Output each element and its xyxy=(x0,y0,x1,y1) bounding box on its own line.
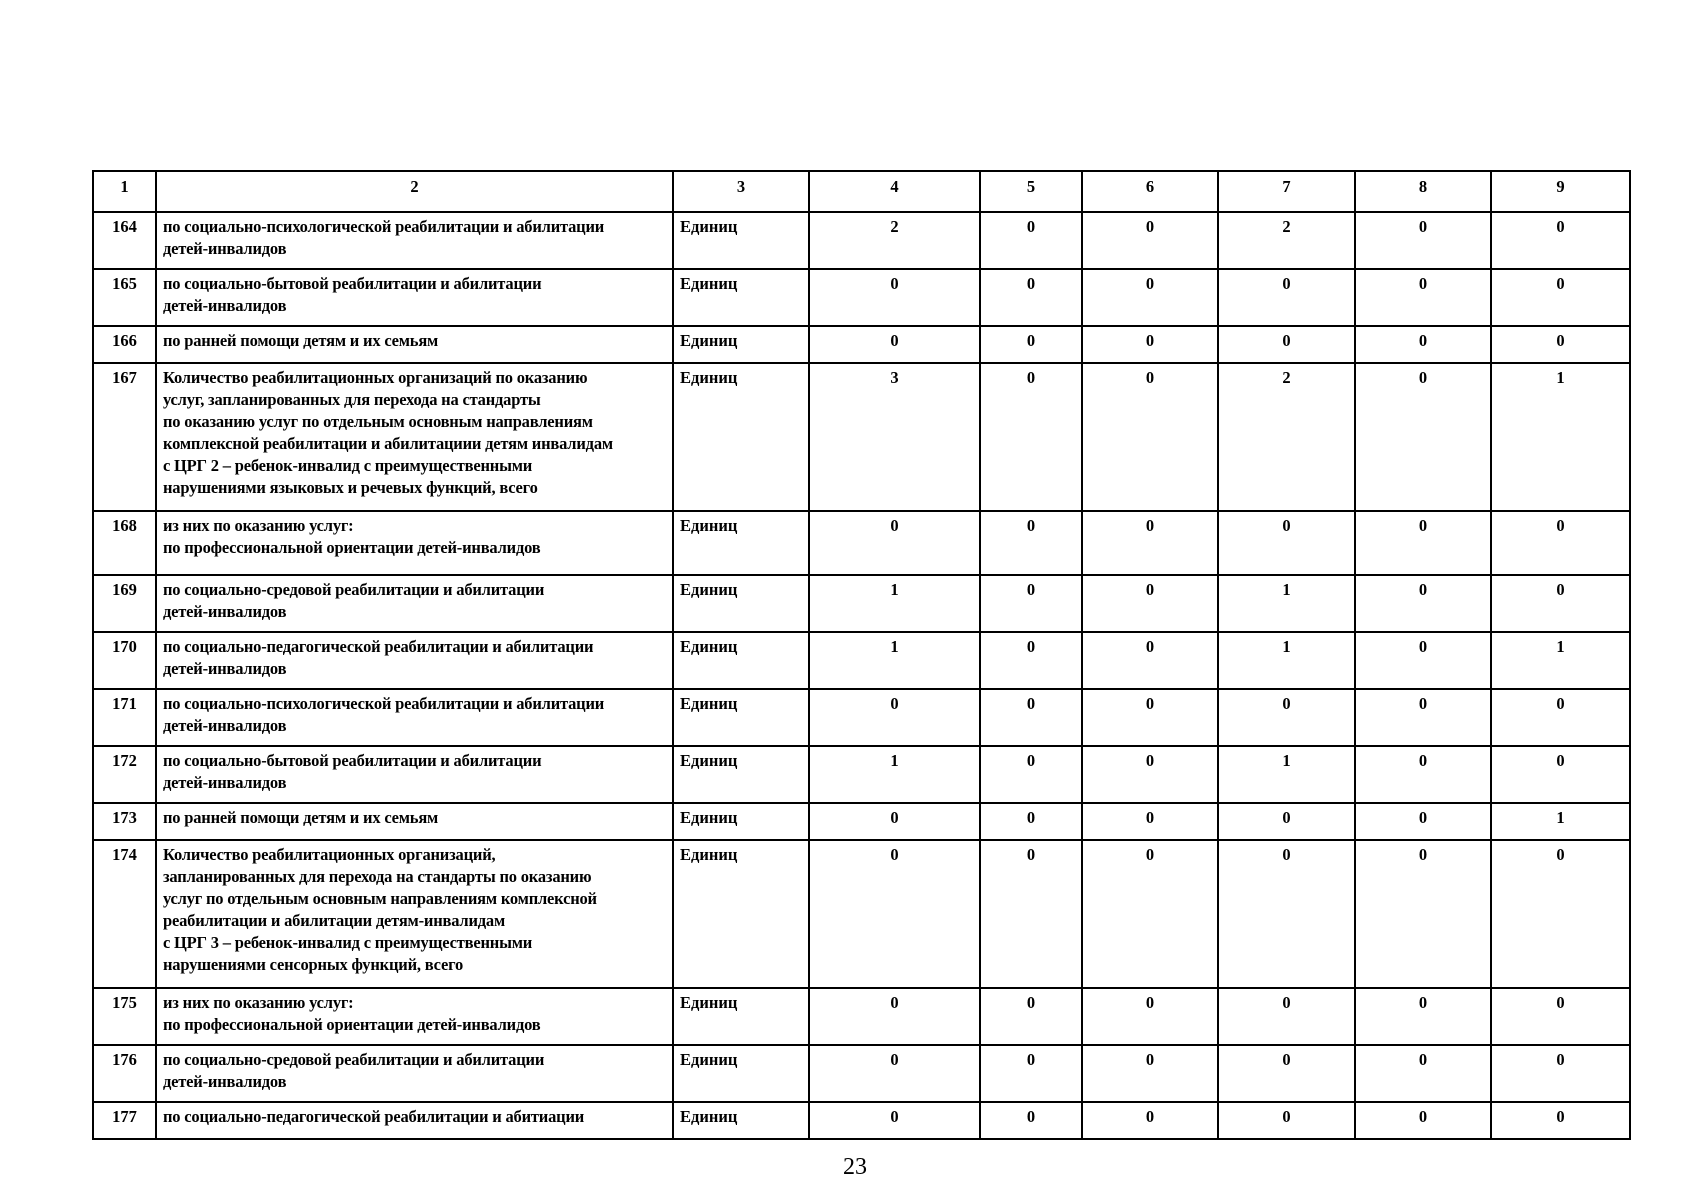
row-number: 168 xyxy=(93,511,156,575)
row-value-col-9: 0 xyxy=(1491,269,1630,326)
row-value-col-7: 0 xyxy=(1218,1102,1355,1139)
row-value-col-4: 1 xyxy=(809,575,980,632)
row-number: 177 xyxy=(93,1102,156,1139)
row-unit: Единиц xyxy=(673,269,809,326)
row-value-col-5: 0 xyxy=(980,840,1082,988)
row-number: 165 xyxy=(93,269,156,326)
row-value-col-9: 1 xyxy=(1491,363,1630,511)
row-value-col-8: 0 xyxy=(1355,689,1491,746)
row-value-col-8: 0 xyxy=(1355,1102,1491,1139)
row-value-col-7: 0 xyxy=(1218,269,1355,326)
row-unit: Единиц xyxy=(673,689,809,746)
row-description: по социально-средовой реабилитации и абилитации детей-инвалидов xyxy=(156,1045,673,1102)
row-value-col-4: 0 xyxy=(809,988,980,1045)
row-value-col-4: 0 xyxy=(809,326,980,363)
row-unit: Единиц xyxy=(673,746,809,803)
row-value-col-6: 0 xyxy=(1082,363,1218,511)
header-cell-4: 4 xyxy=(809,171,980,212)
row-description: по социально-психологической реабилитации и абилитации детей-инвалидов xyxy=(156,212,673,269)
row-number: 169 xyxy=(93,575,156,632)
row-number: 164 xyxy=(93,212,156,269)
row-value-col-4: 3 xyxy=(809,363,980,511)
row-value-col-7: 0 xyxy=(1218,326,1355,363)
row-unit: Единиц xyxy=(673,840,809,988)
row-number: 166 xyxy=(93,326,156,363)
row-unit: Единиц xyxy=(673,803,809,840)
row-value-col-6: 0 xyxy=(1082,988,1218,1045)
row-value-col-6: 0 xyxy=(1082,212,1218,269)
page-number: 23 xyxy=(843,1154,867,1180)
row-value-col-8: 0 xyxy=(1355,988,1491,1045)
row-value-col-9: 0 xyxy=(1491,689,1630,746)
row-description: по ранней помощи детям и их семьям xyxy=(156,326,673,363)
table-row xyxy=(93,1102,1630,1139)
row-value-col-5: 0 xyxy=(980,575,1082,632)
header-row xyxy=(93,171,1630,212)
table-row xyxy=(93,575,1630,632)
row-value-col-7: 1 xyxy=(1218,632,1355,689)
row-unit: Единиц xyxy=(673,632,809,689)
row-value-col-7: 0 xyxy=(1218,689,1355,746)
row-description: из них по оказанию услуг: по профессиональной ориентации детей-инвалидов xyxy=(156,511,673,575)
row-value-col-9: 0 xyxy=(1491,326,1630,363)
row-value-col-4: 0 xyxy=(809,1045,980,1102)
row-value-col-9: 0 xyxy=(1491,1102,1630,1139)
row-value-col-4: 0 xyxy=(809,803,980,840)
header-cell-2: 2 xyxy=(156,171,673,212)
table-row xyxy=(93,746,1630,803)
row-number: 175 xyxy=(93,988,156,1045)
row-value-col-4: 0 xyxy=(809,1102,980,1139)
row-description: по социально-психологической реабилитации и абилитации детей-инвалидов xyxy=(156,689,673,746)
row-value-col-6: 0 xyxy=(1082,269,1218,326)
row-value-col-6: 0 xyxy=(1082,575,1218,632)
table-row xyxy=(93,840,1630,988)
row-value-col-4: 0 xyxy=(809,269,980,326)
row-value-col-6: 0 xyxy=(1082,1045,1218,1102)
row-value-col-8: 0 xyxy=(1355,511,1491,575)
row-value-col-4: 2 xyxy=(809,212,980,269)
row-description: по социально-бытовой реабилитации и абилитации детей-инвалидов xyxy=(156,746,673,803)
row-description: из них по оказанию услуг: по профессиональной ориентации детей-инвалидов xyxy=(156,988,673,1045)
row-value-col-5: 0 xyxy=(980,746,1082,803)
row-value-col-7: 0 xyxy=(1218,1045,1355,1102)
row-value-col-5: 0 xyxy=(980,803,1082,840)
row-value-col-4: 1 xyxy=(809,746,980,803)
row-value-col-6: 0 xyxy=(1082,1102,1218,1139)
row-description: по социально-педагогической реабилитации и абитиации xyxy=(156,1102,673,1139)
row-value-col-8: 0 xyxy=(1355,326,1491,363)
header-cell-8: 8 xyxy=(1355,171,1491,212)
row-value-col-8: 0 xyxy=(1355,746,1491,803)
row-value-col-8: 0 xyxy=(1355,632,1491,689)
header-cell-3: 3 xyxy=(673,171,809,212)
row-unit: Единиц xyxy=(673,212,809,269)
row-description: по социально-средовой реабилитации и абилитации детей-инвалидов xyxy=(156,575,673,632)
row-value-col-5: 0 xyxy=(980,363,1082,511)
row-value-col-7: 1 xyxy=(1218,746,1355,803)
row-description: Количество реабилитационных организаций по оказанию услуг, запланированных для перехода на стандарты по оказанию услуг по отдельным основным направлениям комплексной реабилитации и абилитациии детям инвалидам с ЦРГ 2 – ребенок-инвалид с преимущественными нарушениями языковых и речевых функций, всего xyxy=(156,363,673,511)
header-cell-5: 5 xyxy=(980,171,1082,212)
row-value-col-6: 0 xyxy=(1082,746,1218,803)
row-number: 171 xyxy=(93,689,156,746)
row-unit: Единиц xyxy=(673,1102,809,1139)
row-number: 173 xyxy=(93,803,156,840)
row-value-col-5: 0 xyxy=(980,632,1082,689)
row-unit: Единиц xyxy=(673,326,809,363)
row-value-col-8: 0 xyxy=(1355,575,1491,632)
table-row xyxy=(93,269,1630,326)
row-value-col-8: 0 xyxy=(1355,1045,1491,1102)
header-cell-7: 7 xyxy=(1218,171,1355,212)
row-number: 167 xyxy=(93,363,156,511)
row-value-col-4: 1 xyxy=(809,632,980,689)
table-row xyxy=(93,1045,1630,1102)
row-value-col-7: 1 xyxy=(1218,575,1355,632)
table-row xyxy=(93,632,1630,689)
row-value-col-9: 0 xyxy=(1491,1045,1630,1102)
row-value-col-5: 0 xyxy=(980,511,1082,575)
row-number: 174 xyxy=(93,840,156,988)
row-value-col-7: 0 xyxy=(1218,840,1355,988)
table-row xyxy=(93,689,1630,746)
header-cell-9: 9 xyxy=(1491,171,1630,212)
row-number: 172 xyxy=(93,746,156,803)
table-row xyxy=(93,212,1630,269)
table-row xyxy=(93,326,1630,363)
row-value-col-9: 1 xyxy=(1491,803,1630,840)
row-value-col-7: 0 xyxy=(1218,988,1355,1045)
row-value-col-6: 0 xyxy=(1082,840,1218,988)
row-value-col-7: 0 xyxy=(1218,803,1355,840)
row-value-col-8: 0 xyxy=(1355,269,1491,326)
row-value-col-9: 0 xyxy=(1491,511,1630,575)
row-unit: Единиц xyxy=(673,575,809,632)
row-value-col-4: 0 xyxy=(809,689,980,746)
row-value-col-5: 0 xyxy=(980,988,1082,1045)
row-value-col-6: 0 xyxy=(1082,632,1218,689)
table-row xyxy=(93,511,1630,575)
row-value-col-8: 0 xyxy=(1355,363,1491,511)
row-description: по ранней помощи детям и их семьям xyxy=(156,803,673,840)
row-value-col-9: 1 xyxy=(1491,632,1630,689)
table-row xyxy=(93,803,1630,840)
row-description: по социально-педагогической реабилитации и абилитации детей-инвалидов xyxy=(156,632,673,689)
row-value-col-6: 0 xyxy=(1082,511,1218,575)
row-description: Количество реабилитационных организаций, запланированных для перехода на стандарты по оказанию услуг по отдельным основным направлениям комплексной реабилитации и абилитации детям-инвалидам с ЦРГ 3 – ребенок-инвалид с преимущественными нарушениями сенсорных функций, всего xyxy=(156,840,673,988)
row-value-col-6: 0 xyxy=(1082,803,1218,840)
row-value-col-9: 0 xyxy=(1491,988,1630,1045)
row-value-col-4: 0 xyxy=(809,840,980,988)
row-value-col-9: 0 xyxy=(1491,212,1630,269)
row-value-col-9: 0 xyxy=(1491,840,1630,988)
row-value-col-4: 0 xyxy=(809,511,980,575)
row-value-col-5: 0 xyxy=(980,1045,1082,1102)
row-unit: Единиц xyxy=(673,988,809,1045)
table-body xyxy=(93,171,1630,1139)
row-value-col-5: 0 xyxy=(980,212,1082,269)
data-table xyxy=(92,170,1631,1140)
table-row xyxy=(93,988,1630,1045)
row-value-col-6: 0 xyxy=(1082,689,1218,746)
header-cell-1: 1 xyxy=(93,171,156,212)
row-value-col-8: 0 xyxy=(1355,803,1491,840)
row-value-col-9: 0 xyxy=(1491,575,1630,632)
header-cell-6: 6 xyxy=(1082,171,1218,212)
row-value-col-7: 0 xyxy=(1218,511,1355,575)
row-value-col-5: 0 xyxy=(980,269,1082,326)
row-number: 170 xyxy=(93,632,156,689)
row-value-col-9: 0 xyxy=(1491,746,1630,803)
table-row xyxy=(93,363,1630,511)
row-value-col-5: 0 xyxy=(980,1102,1082,1139)
row-value-col-5: 0 xyxy=(980,326,1082,363)
row-value-col-8: 0 xyxy=(1355,212,1491,269)
row-value-col-7: 2 xyxy=(1218,212,1355,269)
row-unit: Единиц xyxy=(673,363,809,511)
row-unit: Единиц xyxy=(673,1045,809,1102)
row-value-col-5: 0 xyxy=(980,689,1082,746)
row-number: 176 xyxy=(93,1045,156,1102)
row-value-col-7: 2 xyxy=(1218,363,1355,511)
row-unit: Единиц xyxy=(673,511,809,575)
row-value-col-8: 0 xyxy=(1355,840,1491,988)
row-value-col-6: 0 xyxy=(1082,326,1218,363)
row-description: по социально-бытовой реабилитации и абилитации детей-инвалидов xyxy=(156,269,673,326)
